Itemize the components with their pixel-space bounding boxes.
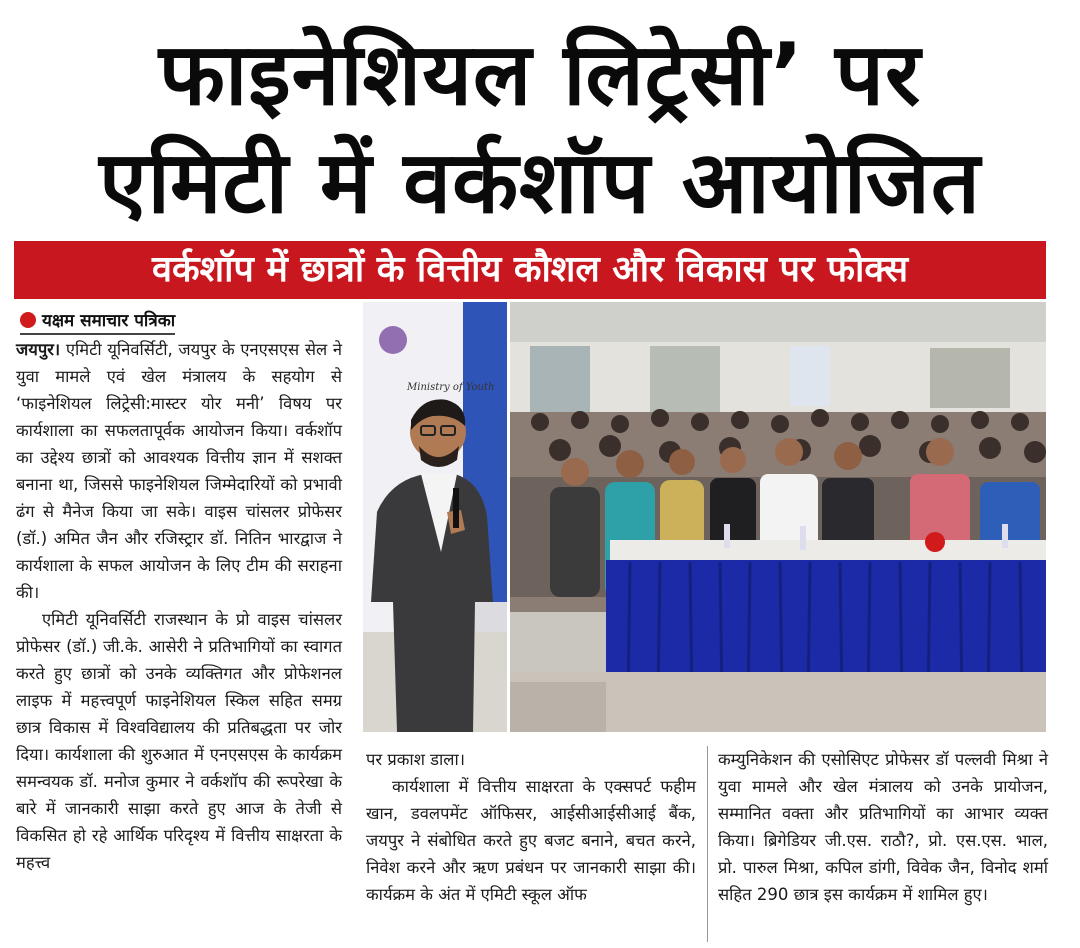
- source-name: यक्षम समाचार पत्रिका: [42, 311, 176, 331]
- article-paragraph: पर प्रकाश डाला।: [366, 750, 465, 769]
- subheadline: वर्कशॉप में छात्रों के वित्तीय कौशल और विकास पर फोक्स: [151, 249, 909, 290]
- article-column-3: [718, 746, 1048, 908]
- dateline: जयपुर।: [16, 340, 61, 359]
- article-paragraph: [16, 336, 342, 606]
- speaker-photo: [363, 302, 507, 732]
- paragraph-text: एमिटी यूनिवर्सिटी, जयपुर के एनएसएस सेल ने युवा मामले एवं खेल मंत्रालय के सहयोग से ‘फाइनेशियल लिट्रेसी:मास्टर योर मनी’ विषय पर कार्यशाला का सफलतापूर्वक आयोजन किया। वर्कशॉप का उद्देश्य छात्रों को आवश्यक वित्तीय ज्ञान में सशक्त बनाना था, जिससे फाइनेशियल जिम्मेदारियों को प्रभावी ढंग से मैनेज किया जा सके। वाइस चांसलर प्रोफेसर (डॉ.) अमित जैन और रजिस्ट्रार डॉ. नितिन भारद्वाज ने कार्यशाला के सफल आयोजन के लिए टीम की सराहना की।: [16, 340, 342, 602]
- red-dot-icon: [20, 312, 36, 328]
- source-credit: [20, 308, 175, 335]
- banner-text: Ministry of Youth: [407, 382, 495, 393]
- subheadline-band: [14, 241, 1046, 299]
- headline-line-2: एमिटी में वर्कशॉप आयोजित: [99, 133, 981, 233]
- headline-line-1: फाइनेशियल लिट्रेसी’ पर: [158, 25, 922, 125]
- column-divider: [707, 746, 708, 942]
- article-paragraph: कार्यशाला में वित्तीय साक्षरता के एक्सपर्ट फहीम खान, डवलपमेंट ऑफिसर, आईसीआईसीआई बैंक, जयपुर ने संबोधित करते हुए बजट बनाने, बचत करने, निवेश करने और ऋण प्रबंधन पर जानकारी साझा की। कार्यक्रम के अंत में एमिटी स्कूल ऑफ: [366, 777, 696, 904]
- audience-photo-svg: [510, 302, 1046, 732]
- article-paragraph: एमिटी यूनिवर्सिटी राजस्थान के प्रो वाइस चांसलर प्रोफेसर (डॉ.) जी.के. आसेरी ने प्रतिभागियों का स्वागत करते हुए छात्रों को उनके व्यक्तिगत और प्रोफेशनल लाइफ में महत्त्वपूर्ण फाइनेशियल स्किल सहित समग्र छात्र विकास में विश्वविद्यालय की प्रतिबद्धता पर जोर दिया। कार्यशाला की शुरुआत में एनएसएस के कार्यक्रम समन्वयक डॉ. मनोज कुमार ने वर्कशॉप की रूपरेखा के बारे में जानकारी साझा करते हुए आज के तेजी से विकसित हो रहे आर्थिक परिदृश्य में वित्तीय साक्षरता के महत्त्व: [16, 610, 342, 872]
- article-paragraph: कम्युनिकेशन की एसोसिएट प्रोफेसर डॉ पल्लवी मिश्रा ने युवा मामले और खेल मंत्रालय को उनके प्रायोजन, सम्मानित वक्ता और प्रतिभागियों का आभार व्यक्त किया। ब्रिगेडियर जी.एस. राठौ?, प्रो. एस.एस. भाल, प्रो. पारुल मिश्रा, कपिल डांगी, विवेक जैन, विनोद शर्मा सहित 290 छात्र इस कार्यक्रम में शामिल हुए।: [718, 750, 1048, 904]
- speaker-photo-svg: [363, 302, 507, 732]
- article-column-2: [366, 746, 696, 908]
- article-column-1: [16, 336, 342, 876]
- audience-photo: [510, 302, 1046, 732]
